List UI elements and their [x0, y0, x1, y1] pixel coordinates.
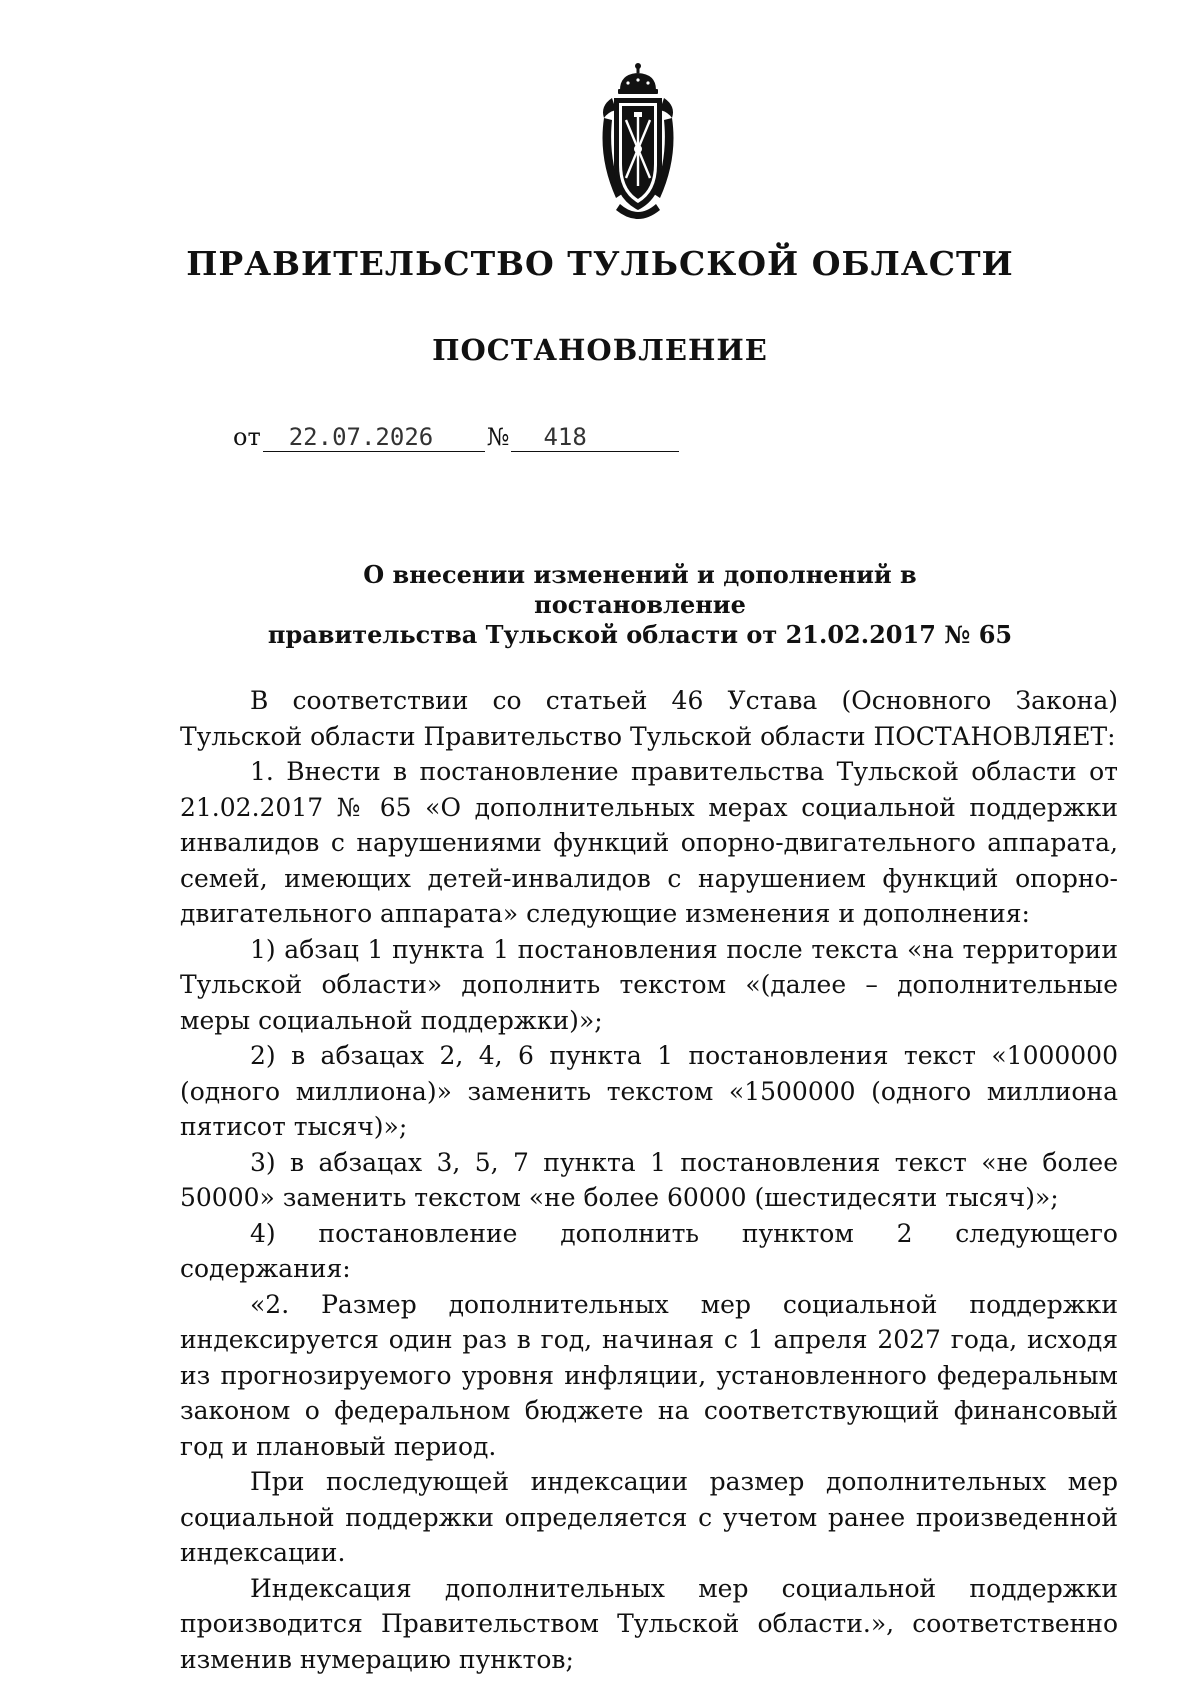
- document-body: [180, 683, 1118, 1677]
- document-type-title: ПОСТАНОВЛЕНИЕ: [432, 333, 768, 367]
- date-prefix: от: [233, 423, 261, 451]
- subject-line-2: правительства Тульской области от 21.02.2017 № 65: [267, 620, 1013, 649]
- body-paragraph: 1) абзац 1 пункта 1 постановления после текста «на территории Тульской области» дополнить текстом «(далее – дополнительные меры социальной поддержки)»;: [180, 934, 1118, 1035]
- body-paragraph: В соответствии со статьей 46 Устава (Основного Закона) Тульской области Правительство Тульской области ПОСТАНОВЛЯЕТ:: [180, 686, 1118, 751]
- coat-of-arms-icon: [590, 58, 686, 228]
- body-paragraph: 3) в абзацах 3, 5, 7 пункта 1 постановления текст «не более 50000» заменить текстом «не более 60000 (шестидесяти тысяч)»;: [180, 1147, 1118, 1212]
- body-paragraph: Индексация дополнительных мер социальной поддержки производится Правительством Тульской области.», соответственно изменив нумерацию пунктов;: [180, 1573, 1118, 1674]
- body-paragraph: 1. Внести в постановление правительства Тульской области от 21.02.2017 № 65 «О дополнительных мерах социальной поддержки инвалидов с нарушениями функций опорно-двигательного аппарата, семей, имеющих детей-инвалидов с нарушением функций опорно-двигательного аппарата» следующие изменения и дополнения:: [180, 757, 1118, 928]
- number-sign: №: [486, 423, 510, 451]
- body-paragraph: 4) постановление дополнить пунктом 2 следующего содержания:: [180, 1218, 1118, 1283]
- government-title: ПРАВИТЕЛЬСТВО ТУЛЬСКОЙ ОБЛАСТИ: [186, 244, 1014, 283]
- body-paragraph: «2. Размер дополнительных мер социальной поддержки индексируется один раз в год, начиная с 1 апреля 2027 года, исходя из прогнозируемого уровня инфляции, установленного федеральным законом о федеральном бюджете на соответствующий финансовый год и плановый период.: [180, 1289, 1118, 1461]
- body-paragraph: При последующей индексации размер дополнительных мер социальной поддержки определяется с учетом ранее произведенной индексации.: [180, 1467, 1118, 1567]
- document-date: 22.07.2026: [263, 424, 485, 452]
- subject-line-1: О внесении изменений и дополнений в постановление: [363, 560, 917, 619]
- document-number: 418: [511, 424, 679, 452]
- document-subject: [260, 560, 1020, 650]
- registration-line: [233, 423, 679, 452]
- body-paragraph: 2) в абзацах 2, 4, 6 пункта 1 постановления текст «1000000 (одного миллиона)» заменить текстом «1500000 (одного миллиона пятисот тысяч)»;: [180, 1041, 1118, 1141]
